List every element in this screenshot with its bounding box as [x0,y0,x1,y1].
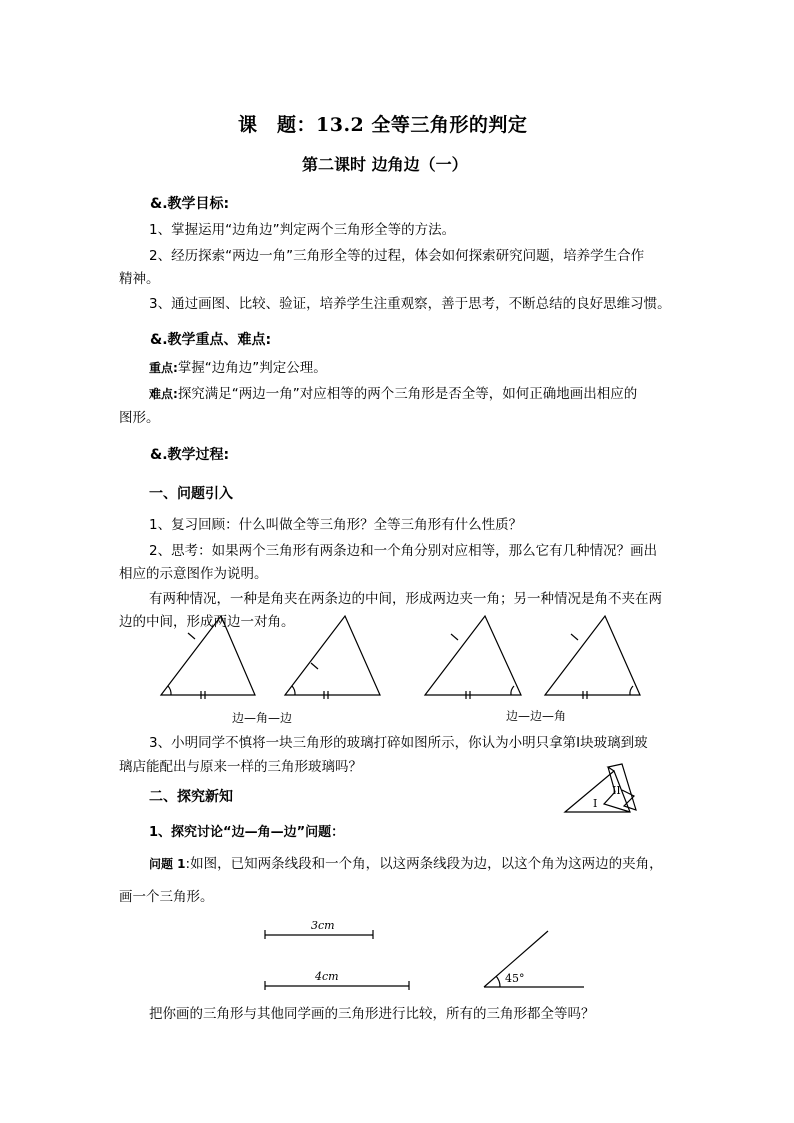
final-question: 把你画的三角形与其他同学画的三角形进行比较，所有的三角形都全等吗？ [149,1006,595,1022]
caption-sas: 边—角—边 [232,711,293,725]
process-line-5: 边的中间，形成两边一对角。 [119,614,295,630]
question-3-line-1: 3、小明同学不慎将一块三角形的玻璃打碎如图所示，你认为小明只拿第Ⅰ块玻璃到玻 [149,735,648,751]
goal-item-3: 3、通过画图、比较、验证，培养学生注重观察，善于思考，不断总结的良好思维习惯。 [149,296,671,312]
caption-ssa: 边—边—角 [506,709,567,723]
problem-1-line-1 [149,853,663,875]
difficult-text: 探究满足“两边一角”对应相等的两个三角形是否全等，如何正确地画出相应的 [177,386,638,402]
angle-45 [484,931,584,987]
page-title: 课 题：13.2 全等三角形的判定 [238,114,528,136]
broken-glass-figure [565,764,636,812]
triangle-ssa-2 [545,616,640,699]
part1-heading: 一、问题引入 [149,486,233,502]
segment-3cm-label: 3cm [311,919,335,932]
goal-item-2: 2、经历探索“两边一角”三角形全等的过程，体会如何探索研究问题，培养学生合作 [149,248,645,264]
angle-45-label: 45° [505,972,525,985]
key-text: 掌握“边角边”判定公理。 [177,360,327,376]
problem-1-line-2: 画一个三角形。 [119,889,214,905]
problem-1-text: :如图，已知两条线段和一个角，以这两条线段为边，以这个角为这两边的夹角， [185,856,663,872]
sub1-heading: 1、探究讨论“边—角—边”问题： [149,825,345,840]
glass-label-1: I [593,797,598,810]
question-3-line-2: 璃店能配出与原来一样的三角形玻璃吗？ [119,759,362,775]
part2-heading: 二、探究新知 [149,789,233,805]
difficult-point-cont: 图形。 [119,410,160,426]
goal-item-1: 1、掌握运用“边角边”判定两个三角形全等的方法。 [149,222,456,238]
difficult-label: 难点: [149,387,178,401]
segment-4cm-label: 4cm [315,970,339,983]
glass-label-2: II [612,784,621,797]
goal-item-2-cont: 精神。 [119,271,160,287]
goals-heading: &.教学目标: [150,196,230,212]
process-heading: &.教学过程: [150,447,230,463]
keypoints-heading: &.教学重点、难点: [150,332,272,348]
process-line-1: 1、复习回顾：什么叫做全等三角形？全等三角形有什么性质？ [149,517,523,533]
process-line-3: 相应的示意图作为说明。 [119,566,268,582]
key-label: 重点: [149,361,178,375]
problem-1-label: 问题 1 [149,857,186,871]
triangle-sas-2 [285,616,380,699]
process-line-2: 2、思考：如果两个三角形有两条边和一个角分别对应相等，那么它有几种情况？画出 [149,543,658,559]
triangle-ssa-1 [425,616,521,699]
page-subtitle: 第二课时 边角边（一） [302,155,468,174]
triangle-sas-1 [161,616,255,699]
process-line-4: 有两种情况，一种是角夹在两条边的中间，形成两边夹一角；另一种情况是角不夹在两 [149,591,662,607]
